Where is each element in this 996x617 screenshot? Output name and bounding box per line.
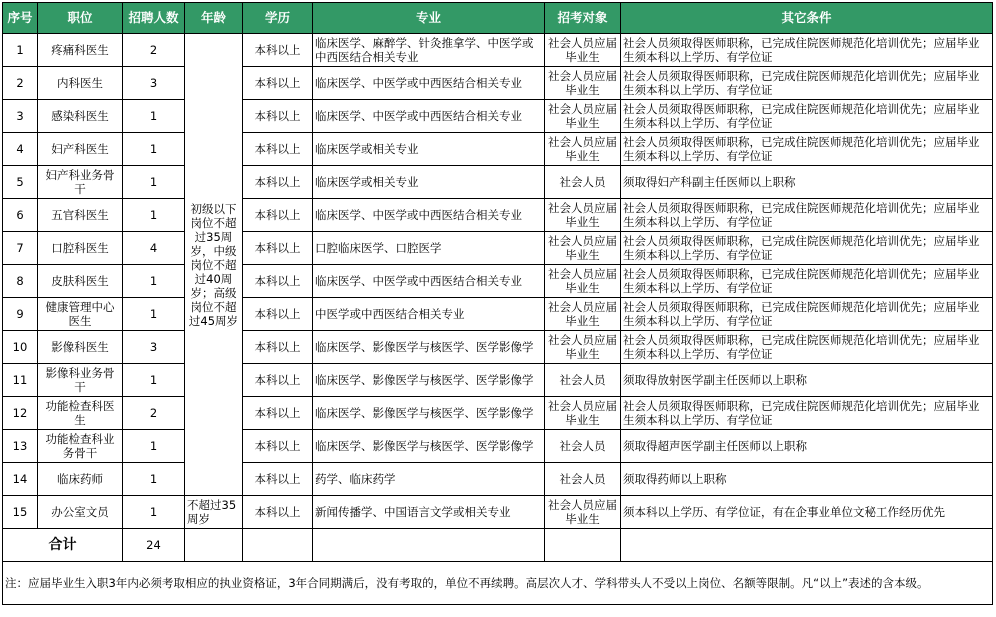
cell-count: 3 [123, 67, 185, 100]
cell-target: 社会人员应届毕业生 [545, 397, 621, 430]
table-row [3, 397, 993, 430]
cell-count: 2 [123, 34, 185, 67]
cell-major: 临床医学、麻醉学、针灸推拿学、中医学或中西医结合相关专业 [313, 34, 545, 67]
note-text: 注：应届毕业生入职3年内必须考取相应的执业资格证，3年合同期满后，没有考取的，单位不再续聘。高层次人才、学科带头人不受以上岗位、名额等限制。凡“以上”表述的含本级。 [3, 562, 993, 605]
cell-no: 14 [3, 463, 38, 496]
cell-count: 3 [123, 331, 185, 364]
cell-no: 2 [3, 67, 38, 100]
cell-education: 本科以上 [243, 496, 313, 529]
header-other: 其它条件 [621, 3, 993, 34]
cell-no: 9 [3, 298, 38, 331]
header-target: 招考对象 [545, 3, 621, 34]
cell-major: 临床医学、影像医学与核医学、医学影像学 [313, 430, 545, 463]
cell-major: 临床医学、中医学或中西医结合相关专业 [313, 265, 545, 298]
cell-target: 社会人员应届毕业生 [545, 496, 621, 529]
table-row [3, 34, 993, 67]
cell-other: 社会人员须取得医师职称，已完成住院医师规范化培训优先；应届毕业生须本科以上学历、有学位证 [621, 298, 993, 331]
cell-position: 感染科医生 [38, 100, 123, 133]
cell-age-group-a: 初级以下岗位不超过35周岁，中级岗位不超过40周岁；高级岗位不超过45周岁 [185, 34, 243, 496]
table-row [3, 298, 993, 331]
cell-education: 本科以上 [243, 397, 313, 430]
cell-education: 本科以上 [243, 430, 313, 463]
cell-no: 6 [3, 199, 38, 232]
cell-count: 1 [123, 298, 185, 331]
cell-position: 皮肤科医生 [38, 265, 123, 298]
total-count: 24 [123, 529, 185, 562]
empty-cell [185, 529, 243, 562]
cell-education: 本科以上 [243, 298, 313, 331]
cell-position: 临床药师 [38, 463, 123, 496]
cell-target: 社会人员 [545, 166, 621, 199]
cell-count: 1 [123, 133, 185, 166]
cell-position: 口腔科医生 [38, 232, 123, 265]
cell-education: 本科以上 [243, 331, 313, 364]
cell-education: 本科以上 [243, 67, 313, 100]
cell-count: 1 [123, 199, 185, 232]
header-no: 序号 [3, 3, 38, 34]
cell-target: 社会人员应届毕业生 [545, 331, 621, 364]
cell-count: 2 [123, 397, 185, 430]
cell-education: 本科以上 [243, 232, 313, 265]
cell-count: 1 [123, 463, 185, 496]
cell-no: 13 [3, 430, 38, 463]
table-row [3, 364, 993, 397]
cell-other: 社会人员须取得医师职称，已完成住院医师规范化培训优先；应届毕业生须本科以上学历、有学位证 [621, 133, 993, 166]
cell-major: 临床医学、中医学或中西医结合相关专业 [313, 67, 545, 100]
total-row [3, 529, 993, 562]
cell-target: 社会人员应届毕业生 [545, 67, 621, 100]
header-age: 年龄 [185, 3, 243, 34]
header-position: 职位 [38, 3, 123, 34]
cell-position: 五官科医生 [38, 199, 123, 232]
cell-other: 社会人员须取得医师职称，已完成住院医师规范化培训优先；应届毕业生须本科以上学历、有学位证 [621, 100, 993, 133]
cell-position: 办公室文员 [38, 496, 123, 529]
table-row [3, 166, 993, 199]
cell-education: 本科以上 [243, 166, 313, 199]
cell-major: 临床医学、中医学或中西医结合相关专业 [313, 199, 545, 232]
cell-target: 社会人员应届毕业生 [545, 199, 621, 232]
table-row [3, 67, 993, 100]
cell-education: 本科以上 [243, 364, 313, 397]
cell-major: 临床医学或相关专业 [313, 166, 545, 199]
empty-cell [621, 529, 993, 562]
cell-target: 社会人员 [545, 430, 621, 463]
cell-target: 社会人员 [545, 364, 621, 397]
cell-major: 临床医学、影像医学与核医学、医学影像学 [313, 364, 545, 397]
cell-no: 7 [3, 232, 38, 265]
cell-position: 健康管理中心医生 [38, 298, 123, 331]
cell-major: 临床医学或相关专业 [313, 133, 545, 166]
cell-major: 新闻传播学、中国语言文学或相关专业 [313, 496, 545, 529]
cell-no: 11 [3, 364, 38, 397]
cell-target: 社会人员应届毕业生 [545, 100, 621, 133]
cell-no: 15 [3, 496, 38, 529]
cell-count: 4 [123, 232, 185, 265]
cell-major: 临床医学、影像医学与核医学、医学影像学 [313, 397, 545, 430]
cell-education: 本科以上 [243, 463, 313, 496]
header-education: 学历 [243, 3, 313, 34]
cell-count: 1 [123, 265, 185, 298]
cell-target: 社会人员 [545, 463, 621, 496]
table-row [3, 232, 993, 265]
cell-target: 社会人员应届毕业生 [545, 34, 621, 67]
note-row [3, 562, 993, 605]
cell-position: 功能检查科医生 [38, 397, 123, 430]
cell-major: 临床医学、影像医学与核医学、医学影像学 [313, 331, 545, 364]
cell-other: 须取得药师以上职称 [621, 463, 993, 496]
cell-major: 药学、临床药学 [313, 463, 545, 496]
table-row [3, 100, 993, 133]
header-count: 招聘人数 [123, 3, 185, 34]
cell-education: 本科以上 [243, 199, 313, 232]
cell-count: 1 [123, 430, 185, 463]
cell-position: 妇产科医生 [38, 133, 123, 166]
cell-other: 社会人员须取得医师职称，已完成住院医师规范化培训优先；应届毕业生须本科以上学历、有学位证 [621, 331, 993, 364]
cell-position: 疼痛科医生 [38, 34, 123, 67]
cell-no: 1 [3, 34, 38, 67]
table-row [3, 496, 993, 529]
cell-position: 影像科医生 [38, 331, 123, 364]
cell-no: 4 [3, 133, 38, 166]
cell-education: 本科以上 [243, 34, 313, 67]
table-row [3, 133, 993, 166]
cell-count: 1 [123, 166, 185, 199]
cell-other: 须取得放射医学副主任医师以上职称 [621, 364, 993, 397]
empty-cell [243, 529, 313, 562]
cell-target: 社会人员应届毕业生 [545, 298, 621, 331]
cell-count: 1 [123, 496, 185, 529]
cell-position: 妇产科业务骨干 [38, 166, 123, 199]
table-row [3, 430, 993, 463]
cell-major: 临床医学、中医学或中西医结合相关专业 [313, 100, 545, 133]
header-row [3, 3, 993, 34]
empty-cell [545, 529, 621, 562]
cell-no: 8 [3, 265, 38, 298]
cell-other: 须本科以上学历、有学位证，有在企事业单位文秘工作经历优先 [621, 496, 993, 529]
cell-target: 社会人员应届毕业生 [545, 133, 621, 166]
cell-other: 须取得超声医学副主任医师以上职称 [621, 430, 993, 463]
cell-age-group-b: 不超过35周岁 [185, 496, 243, 529]
cell-no: 3 [3, 100, 38, 133]
table-row [3, 199, 993, 232]
cell-education: 本科以上 [243, 265, 313, 298]
cell-count: 1 [123, 364, 185, 397]
empty-cell [313, 529, 545, 562]
recruitment-table [2, 2, 993, 605]
header-major: 专业 [313, 3, 545, 34]
cell-position: 功能检查科业务骨干 [38, 430, 123, 463]
cell-major: 口腔临床医学、口腔医学 [313, 232, 545, 265]
cell-no: 10 [3, 331, 38, 364]
cell-other: 社会人员须取得医师职称，已完成住院医师规范化培训优先；应届毕业生须本科以上学历、有学位证 [621, 397, 993, 430]
table-row [3, 265, 993, 298]
cell-position: 内科医生 [38, 67, 123, 100]
cell-other: 社会人员须取得医师职称，已完成住院医师规范化培训优先；应届毕业生须本科以上学历、有学位证 [621, 232, 993, 265]
cell-other: 社会人员须取得医师职称，已完成住院医师规范化培训优先；应届毕业生须本科以上学历、有学位证 [621, 199, 993, 232]
cell-target: 社会人员应届毕业生 [545, 265, 621, 298]
total-label: 合计 [3, 529, 123, 562]
cell-other: 社会人员须取得医师职称，已完成住院医师规范化培训优先；应届毕业生须本科以上学历、有学位证 [621, 265, 993, 298]
cell-position: 影像科业务骨干 [38, 364, 123, 397]
cell-other: 社会人员须取得医师职称，已完成住院医师规范化培训优先；应届毕业生须本科以上学历、有学位证 [621, 34, 993, 67]
cell-no: 5 [3, 166, 38, 199]
cell-other: 须取得妇产科副主任医师以上职称 [621, 166, 993, 199]
cell-major: 中医学或中西医结合相关专业 [313, 298, 545, 331]
cell-education: 本科以上 [243, 100, 313, 133]
table-row [3, 331, 993, 364]
cell-count: 1 [123, 100, 185, 133]
table-row [3, 463, 993, 496]
cell-education: 本科以上 [243, 133, 313, 166]
cell-target: 社会人员应届毕业生 [545, 232, 621, 265]
cell-other: 社会人员须取得医师职称，已完成住院医师规范化培训优先；应届毕业生须本科以上学历、有学位证 [621, 67, 993, 100]
cell-no: 12 [3, 397, 38, 430]
